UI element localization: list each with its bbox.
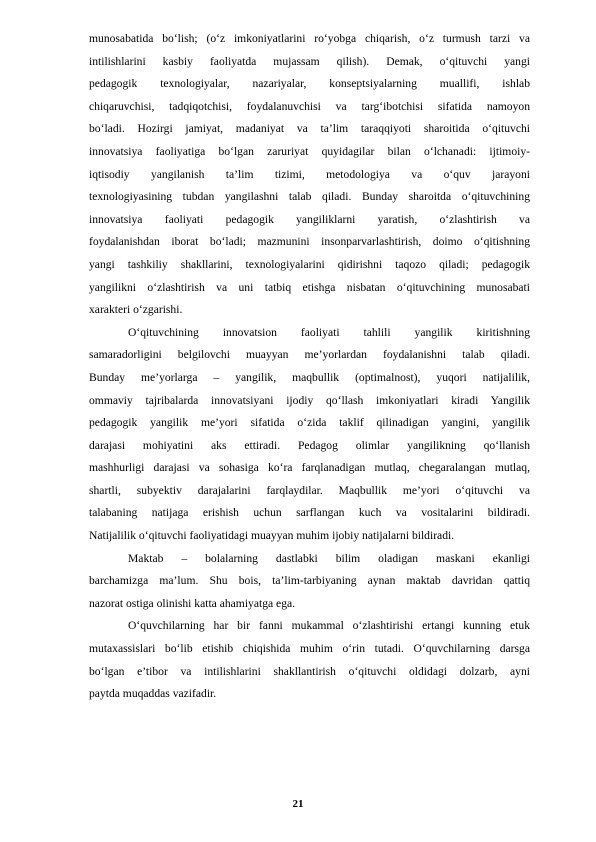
- text-line: ommaviy tajribalarda innovatsiyani ijodiy qo‘llash imkoniyatlari kiradi Yangilik: [89, 393, 530, 407]
- text-line: bo‘ladi. Hozirgi jamiyat, madaniyat va ta’lim taraqqiyoti sharoitida o‘qituvchi: [89, 122, 530, 136]
- text-line: mashhurligi darajasi va sohasiga ko‘ra farqlanadigan mutlaq, chegaralangan mutlaq,: [89, 461, 530, 475]
- text-line: foydalanishdan iborat bo‘ladi; mazmunini insonparvarlashtirish, doimo o‘qitishning: [89, 235, 530, 249]
- text-line: shartli, subyektiv darajalarini farqlaydilar. Maqbullik me’yori o‘qituvchi va: [89, 483, 530, 497]
- text-line: nazorat ostiga olinishi katta ahamiyatga ega.: [89, 596, 296, 610]
- text-line: Bunday me’yorlarga – yangilik, maqbullik (optimalnost), yuqori natijalilik,: [89, 370, 530, 384]
- text-line: pedagogik texnologiyalar, nazariyalar, konseptsiyalarning muallifi, ishlab: [89, 77, 530, 91]
- text-line: pedagogik yangilik me’yori sifatida o‘zida taklif qilinadigan yangini, yangilik: [89, 416, 530, 430]
- text-line: xarakteri o‘zgarishi.: [89, 303, 183, 317]
- text-line: texnologiyasining tubdan yangilashni talab qiladi. Bunday sharoitda o‘qituvchining: [89, 190, 530, 204]
- text-line: O‘qituvchining innovatsion faoliyati tahlili yangilik kiritishning: [128, 325, 530, 339]
- text-line: yangi tashkiliy shakllarini, texnologiyalarini qidirishni taqozo qiladi; pedagogik: [89, 257, 530, 271]
- text-line: iqtisodiy yangilanish ta’lim tizimi, metodologiya va o‘quv jarayoni: [89, 167, 530, 181]
- text-line: talabaning natijaga erishish uchun sarflangan kuch va vositalarini bildiradi.: [89, 506, 530, 520]
- text-line: mutaxassislari bo‘lib etishib chiqishida muhim o‘rin tutadi. O‘quvchilarning darsga: [89, 642, 530, 656]
- text-line: barchamizga ma’lum. Shu bois, ta’lim-tarbiyaning aynan maktab davridan qattiq: [89, 574, 530, 588]
- text-line: Maktab – bolalarning dastlabki bilim oladigan maskani ekanligi: [128, 551, 530, 565]
- text-line: innovatsiya faoliyatiga bo‘lgan zaruriyat quyidagilar bilan o‘lchanadi: ijtimoiy-: [89, 144, 530, 158]
- document-body: [89, 28, 530, 706]
- text-line: darajasi mohiyatini aks ettiradi. Pedagog olimlar yangilikning qo‘llanish: [89, 438, 530, 452]
- text-line: intilishlarini kasbiy faoliyatda mujassam qilish). Demak, o‘qituvchi yangi: [89, 54, 530, 68]
- text-line: innovatsiya faoliyati pedagogik yangiliklarni yaratish, o‘zlashtirish va: [89, 212, 530, 226]
- text-lines: [89, 28, 530, 706]
- text-line: yangilikni o‘zlashtirish va uni tatbiq etishga nisbatan o‘qituvchining munosabati: [89, 280, 530, 294]
- text-line: paytda muqaddas vazifadir.: [89, 687, 217, 701]
- page-number: 21: [292, 798, 304, 810]
- text-line: Natijalilik o‘qituvchi faoliyatidagi muayyan muhim ijobiy natijalarni bildiradi.: [89, 529, 455, 543]
- text-line: chiqaruvchisi, tadqiqotchisi, foydalanuvchisi va targ‘ibotchisi sifatida namoyon: [89, 99, 530, 113]
- text-line: munosabatida bo‘lish; (o‘z imkoniyatlarini ro‘yobga chiqarish, o‘z turmush tarzi va: [89, 32, 530, 45]
- text-line: bo‘lgan e’tibor va intilishlarini shakllantirish o‘qituvchi oldidagi dolzarb, ayni: [89, 664, 530, 678]
- text-line: O‘quvchilarning har bir fanni mukammal o‘zlashtirishi ertangi kunning etuk: [128, 619, 530, 633]
- text-line: samaradorligini belgilovchi muayyan me’yorlardan foydalanishni talab qiladi.: [89, 348, 530, 362]
